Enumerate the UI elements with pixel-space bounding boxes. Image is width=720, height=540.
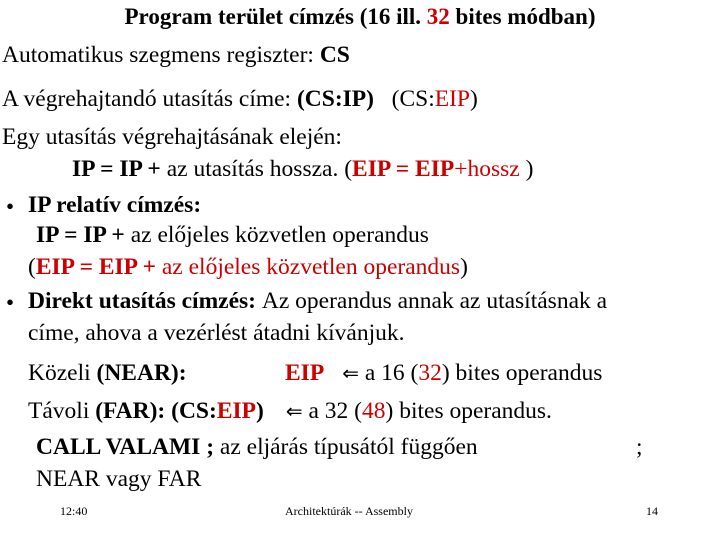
- footer-title: Architektúrák -- Assembly: [285, 504, 413, 518]
- line-far: Távoli (FAR): (CS:EIP) ⇐ a 32 (48) bites operandus.: [28, 398, 552, 424]
- left-arrow-icon: ⇐: [342, 361, 359, 385]
- title-text-end: bites módban): [449, 4, 596, 29]
- title-number: 32: [426, 4, 450, 29]
- title-text: Program terület címzés (16 ill.: [124, 4, 427, 29]
- line-near-or-far: NEAR vagy FAR: [36, 466, 202, 492]
- line-segment-register: Automatikus szegmens regiszter: CS: [2, 42, 350, 68]
- line-eip-relative-formula: (EIP = EIP + az előjeles közvetlen operandus): [28, 254, 468, 280]
- footer-time: 12:40: [60, 504, 88, 518]
- line-execution-start: Egy utasítás végrehajtásának elején:: [2, 124, 342, 150]
- line-near-operand: EIP ⇐ a 16 (32) bites operandus: [285, 360, 603, 386]
- bullet-1: •: [6, 194, 15, 219]
- slide-title: [0, 4, 720, 30]
- line-direct-addressing: Direkt utasítás címzés: Az operandus annak az utasításnak a: [28, 288, 608, 314]
- footer-page-number: 14: [646, 504, 658, 518]
- line-call: CALL VALAMI ; az eljárás típusától függően: [36, 434, 478, 460]
- line-instruction-address: A végrehajtandó utasítás címe: (CS:IP) (CS:EIP): [2, 86, 478, 112]
- line-call-semicolon: ;: [636, 434, 643, 460]
- bullet-2: •: [6, 290, 15, 315]
- line-near: Közeli (NEAR):: [28, 360, 187, 386]
- line-ip-increment: IP = IP + az utasítás hossza. (EIP = EIP+hossz ): [72, 156, 534, 182]
- line-ip-relative-formula: IP = IP + az előjeles közvetlen operandus: [36, 222, 429, 248]
- left-arrow-icon: ⇐: [285, 399, 303, 423]
- line-direct-addressing-cont: címe, ahova a vezérlést átadni kívánjuk.: [28, 320, 405, 346]
- line-ip-relative: IP relatív címzés:: [28, 192, 202, 218]
